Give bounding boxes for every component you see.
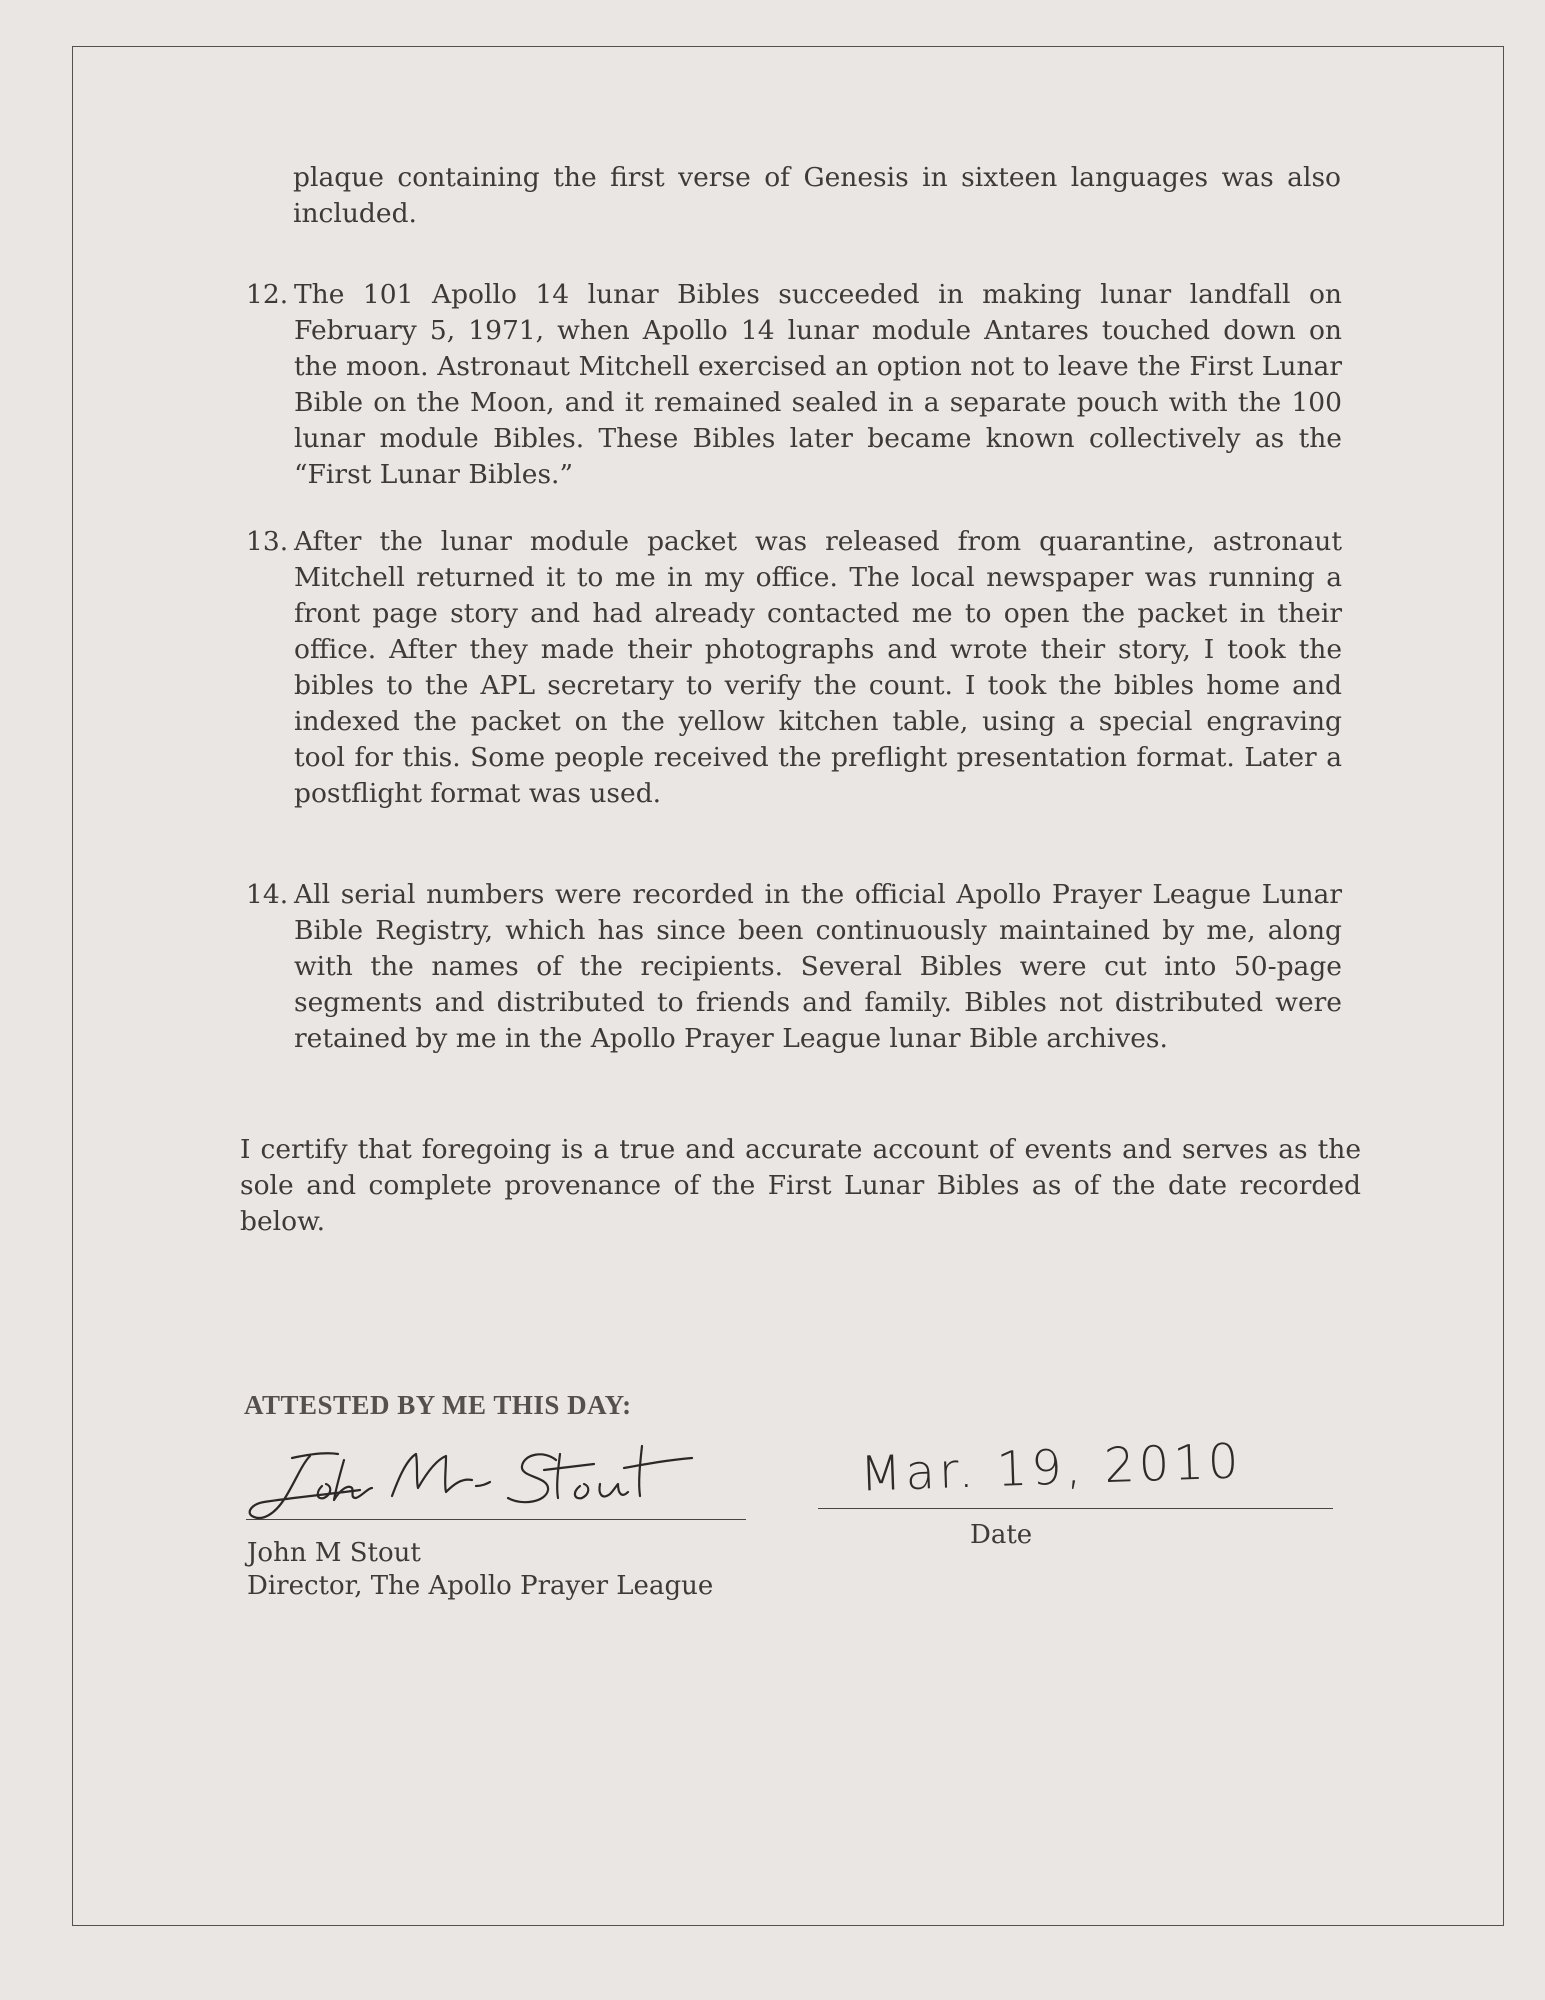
handwritten-signature: [240, 1430, 760, 1540]
signer-title: Director, The Apollo Prayer League: [247, 1571, 714, 1601]
list-item-number: 14.: [246, 879, 289, 910]
list-item-text: After the lunar module packet was released from quarantine, astronaut Mitchell returned it to me in my office. The local newspaper was running a front page story and had already contacted me to open the packet in their office. After they made their photographs and wrote their story, I took the bibles to the APL secretary to verify the count. I took the bibles home and indexed the packet on the yellow kitchen table, using a special engraving tool for this. Some people received the preflight presentation format. Later a postflight format was used.: [294, 526, 1342, 809]
signature-line: [246, 1519, 746, 1520]
list-item-text: All serial numbers were recorded in the official Apollo Prayer League Lunar Bible Registry, which has since been continuously maintained by me, along with the names of the recipients. Several Bibles were cut into 50-page segments and distributed to friends and family. Bibles not distributed were retained by me in the Apollo Prayer League lunar Bible archives.: [294, 879, 1342, 1054]
list-item-number: 12.: [246, 279, 289, 310]
list-item-text: The 101 Apollo 14 lunar Bibles succeeded in making lunar landfall on February 5, 1971, when Apollo 14 lunar module Antares touched down on the moon. Astronaut Mitchell exercised an option not to leave the First Lunar Bible on the Moon, and it remained sealed in a separate pouch with the 100 lunar module Bibles. These Bibles later became known collectively as the “First Lunar Bibles.”: [294, 279, 1342, 490]
certification-paragraph: I certify that foregoing is a true and accurate account of events and serves as the sole and complete provenance of the First Lunar Bibles as of the date recorded below.: [240, 1134, 1361, 1237]
continuation-paragraph: plaque containing the first verse of Genesis in sixteen languages was also included.: [293, 162, 1341, 229]
list-item-number: 13.: [246, 526, 289, 557]
signer-name: John M Stout: [247, 1538, 421, 1568]
date-line: [818, 1508, 1333, 1509]
handwritten-date: Mar. 19, 2010: [859, 1433, 1244, 1503]
attestation-heading: ATTESTED BY ME THIS DAY:: [244, 1390, 632, 1420]
date-label: Date: [970, 1520, 1033, 1550]
